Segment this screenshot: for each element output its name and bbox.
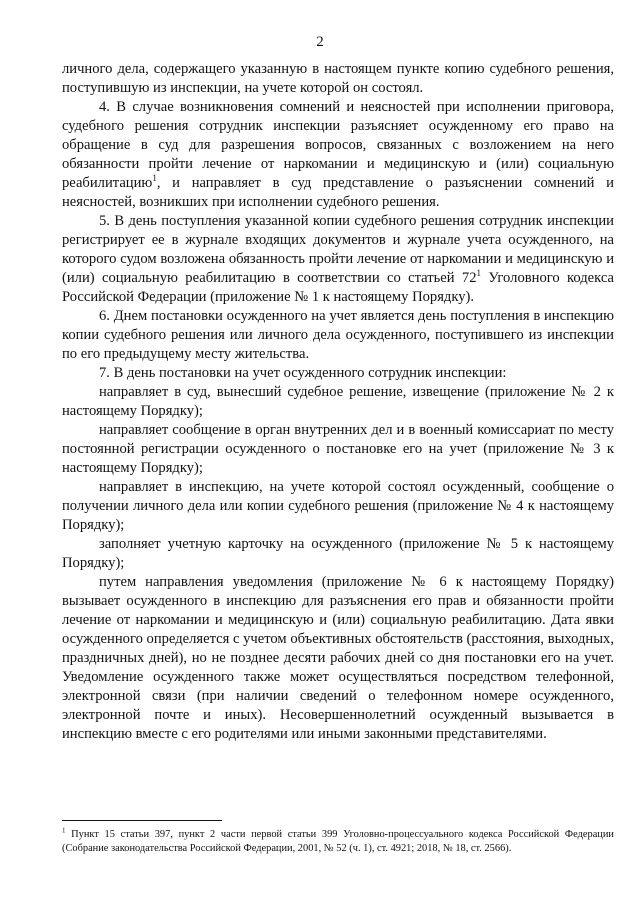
page-number: 2 <box>316 34 324 50</box>
paragraph-item-4-text-cont: , и направляет в суд представление о разъяснении сомнений и неясностей, возникших при исполнении судебного решения. <box>62 175 614 210</box>
paragraph-item-4 <box>62 98 614 212</box>
list-item-record-card: заполняет учетную карточку на осужденного (приложение № 5 к настоящему Порядку); <box>62 536 614 571</box>
footnote-text: Пункт 15 статьи 397, пункт 2 части первой статьи 399 Уголовно-процессуального кодекса Российской Федерации (Собрание законодательства Российской Федерации, 2001, № 52 (ч. 1), ст. 4921; 2018, № 18, ст. 2566). <box>62 829 614 854</box>
list-item-police-notice: направляет сообщение в орган внутренних дел и в военный комиссариат по месту постоянной регистрации осужденного о постановке его на учет (приложение № 3 к настоящему Порядку); <box>62 422 614 476</box>
paragraph-item-5 <box>62 212 614 307</box>
footnote-reference: 1 <box>152 173 157 184</box>
article-superscript: 1 <box>476 268 482 279</box>
paragraph-item-5-text: 5. В день поступления указанной копии судебного решения сотрудник инспекции регистрирует ее в журнале входящих документов и журнале учета осужденного, на которого судом возложена обязанность пройти лечение от наркомании и медицинскую и (или) социальную реабилитацию в соответствии со статьей 72 <box>62 213 614 286</box>
footnote-divider <box>62 820 222 821</box>
paragraph-item-5-text-cont: Уголовного кодекса Российской Федерации (приложение № 1 к настоящему Порядку). <box>62 270 614 305</box>
list-item-inspection-notice: направляет в инспекцию, на учете которой состоял осужденный, сообщение о получении личного дела или копии судебного решения (приложение № 4 к настоящему Порядку); <box>62 479 614 533</box>
paragraph-item-4-text: 4. В случае возникновения сомнений и неясностей при исполнении приговора, судебного решения сотрудник инспекции разъясняет осужденному его право на обращение в суд для разрешения вопросов, связанных с возложением на него обязанности пройти лечение от наркомании и медицинскую и (или) социальную реабилитацию <box>62 99 614 191</box>
paragraph-item-6: 6. Днем постановки осужденного на учет является день поступления в инспекцию копии судебного решения или личного дела осужденного, поступившего из инспекции по его предыдущему месту жительства. <box>62 308 614 362</box>
footnote-marker: 1 <box>62 826 66 835</box>
list-item-court-notice: направляет в суд, вынесший судебное решение, извещение (приложение № 2 к настоящему Порядку); <box>62 384 614 419</box>
list-item-summons: путем направления уведомления (приложение № 6 к настоящему Порядку) вызывает осужденного в инспекцию для разъяснения его прав и обязанности пройти лечение от наркомании и медицинскую и (или) социальную реабилитацию. Дата явки осужденного определяется с учетом объективных обстоятельств (расстояния, выходных, праздничных дней), но не позднее десяти рабочих дней со дня постановки его на учет. Уведомление осужденного также может осуществляться посредством телефонной, электронной связи (при наличии сведений о телефонном номере осужденного, электронной почте и иных). Несовершеннолетний осужденный вызывается в инспекцию вместе с его родителями или иными законными представителями. <box>62 574 614 742</box>
footnote <box>62 828 614 856</box>
paragraph-item-7: 7. В день постановки на учет осужденного сотрудник инспекции: <box>99 365 507 381</box>
document-body <box>62 60 614 744</box>
paragraph-continuation: личного дела, содержащего указанную в настоящем пункте копию судебного решения, поступившую из инспекции, на учете которой он состоял. <box>62 61 614 96</box>
